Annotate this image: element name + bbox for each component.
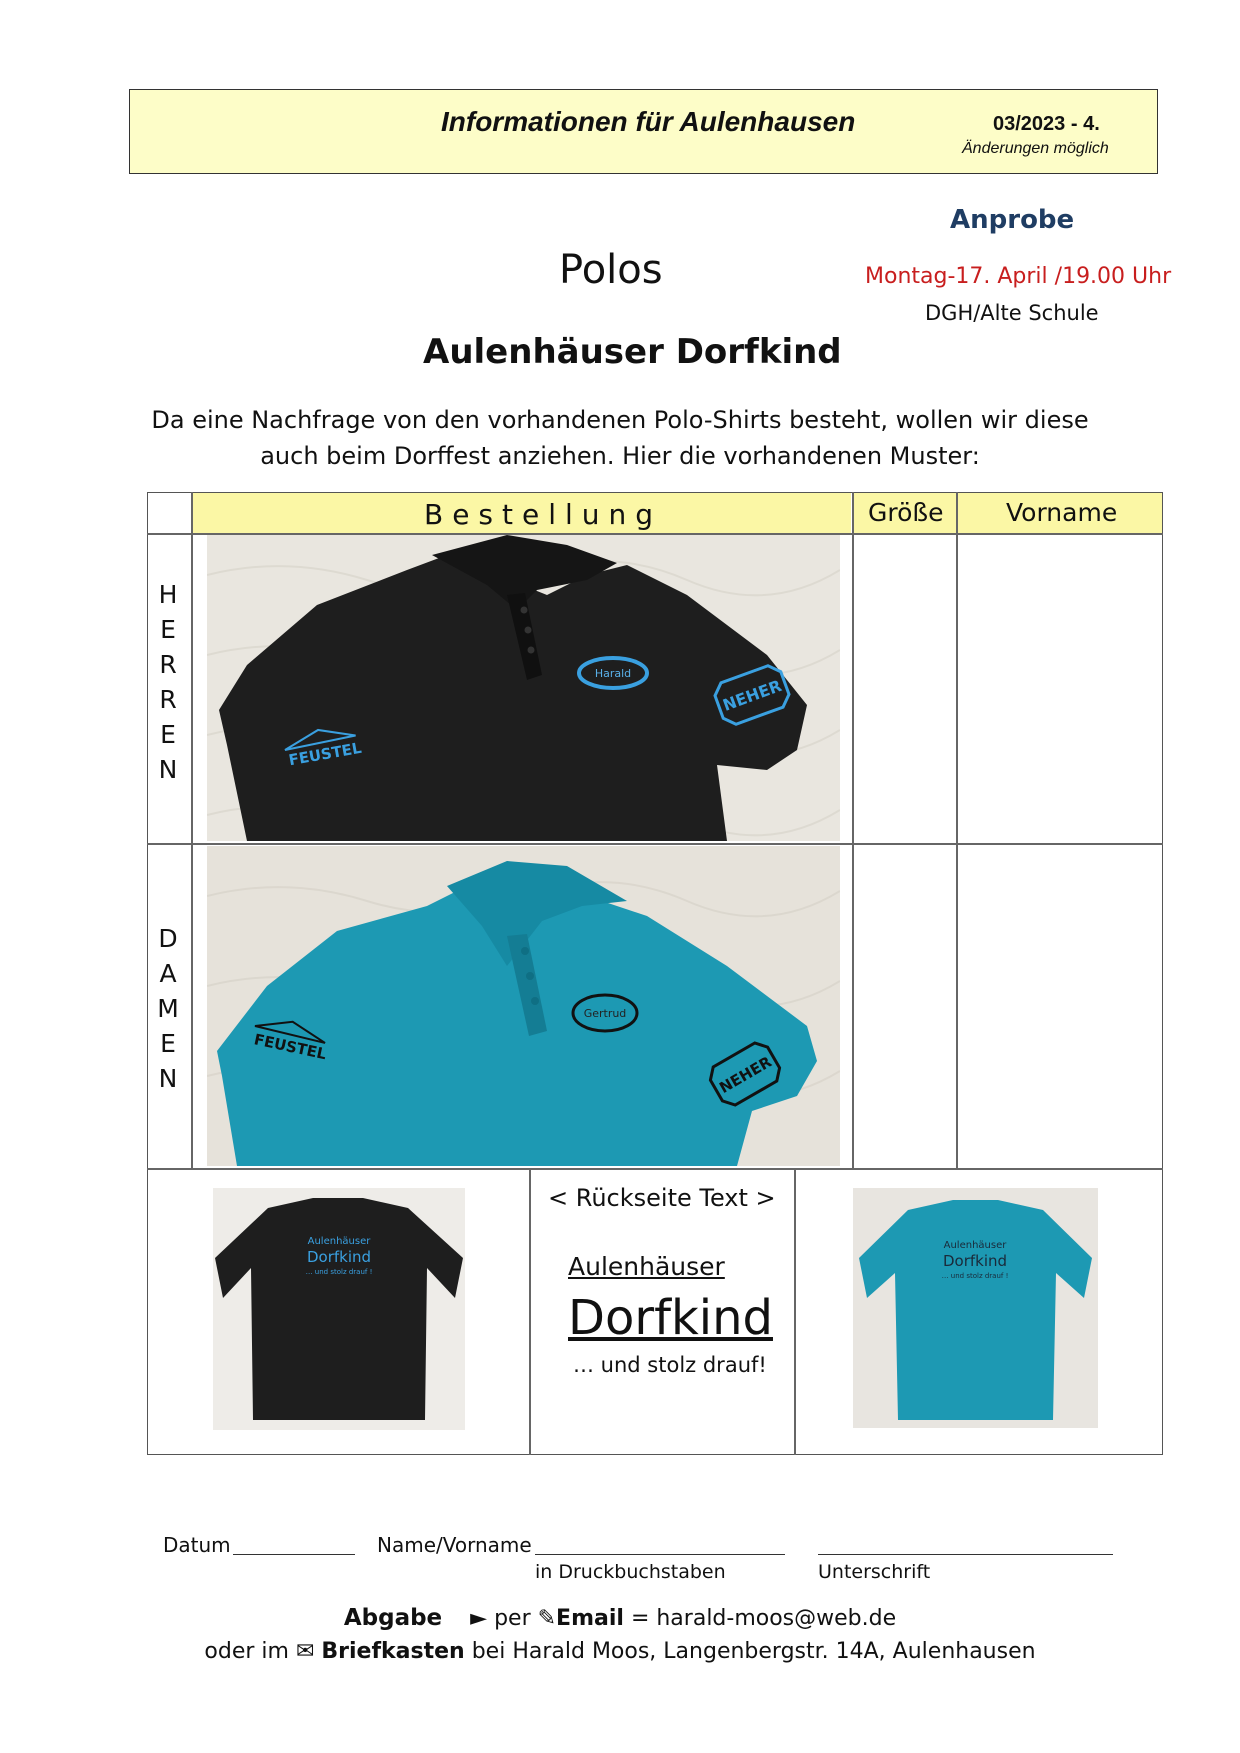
- back-text-line1: Aulenhäuser: [568, 1252, 725, 1281]
- men-back-print-line1: Aulenhäuser: [307, 1236, 371, 1247]
- photo-men-back: [213, 1188, 465, 1430]
- women-name-print: Gertrud: [583, 1007, 627, 1020]
- back-text-line2: Dorfkind: [568, 1290, 773, 1346]
- column-header-size: Größe: [868, 498, 944, 527]
- men-right-sleeve-print: NEHER: [720, 676, 785, 715]
- table-rule: [147, 1168, 1163, 1170]
- arrow-right-icon: ►: [470, 1606, 488, 1631]
- email-address[interactable]: = harald-moos@web.de: [630, 1606, 897, 1631]
- column-header-order: Bestellung: [424, 498, 663, 531]
- mailbox-prefix: oder im: [204, 1639, 289, 1664]
- fitting-place: DGH/Alte Schule: [925, 301, 1099, 325]
- date-field[interactable]: [233, 1554, 355, 1555]
- date-label: Datum: [163, 1533, 231, 1557]
- fitting-date: Montag-17. April /19.00 Uhr: [865, 264, 1172, 289]
- table-rule: [956, 492, 958, 1168]
- submission-line: [0, 1605, 1240, 1631]
- table-rule: [529, 1168, 531, 1455]
- men-name-print: Harald: [594, 667, 632, 680]
- men-left-sleeve-print: FEUSTEL: [287, 738, 363, 770]
- column-header-firstname: Vorname: [1006, 498, 1118, 527]
- photo-men-polo: [207, 535, 840, 841]
- photo-women-back: [853, 1188, 1098, 1428]
- women-right-sleeve-print: NEHER: [716, 1052, 775, 1097]
- name-field[interactable]: [535, 1554, 785, 1555]
- mailbox-line: [0, 1639, 1240, 1664]
- signature-field[interactable]: [818, 1554, 1113, 1555]
- back-text-heading: < Rückseite Text >: [548, 1184, 776, 1212]
- men-back-print-line2: Dorfkind: [306, 1248, 372, 1266]
- intro-line-2: auch beim Dorffest anziehen. Hier die vorhandenen Muster:: [260, 442, 980, 470]
- women-left-sleeve-print: FEUSTEL: [252, 1030, 329, 1064]
- back-text-line3: … und stolz drauf!: [573, 1353, 767, 1377]
- subtitle: Aulenhäuser Dorfkind: [423, 332, 842, 372]
- women-back-print-line2: Dorfkind: [942, 1252, 1008, 1270]
- table-rule: [191, 492, 193, 1168]
- changes-note: Änderungen möglich: [962, 140, 1109, 157]
- photo-women-polo: [207, 846, 840, 1166]
- issue-number: 03/2023 - 4.: [993, 113, 1100, 135]
- women-back-print-line3: … und stolz drauf !: [941, 1272, 1009, 1280]
- women-back-print-line1: Aulenhäuser: [943, 1240, 1007, 1251]
- mailbox-label: Briefkasten: [321, 1639, 465, 1664]
- caps-hint: in Druckbuchstaben: [535, 1561, 726, 1583]
- table-rule: [147, 843, 1163, 845]
- pen-icon: ✎: [537, 1606, 557, 1631]
- email-label: Email: [556, 1606, 624, 1631]
- submission-via: per: [494, 1606, 531, 1631]
- men-back-print-line3: … und stolz drauf !: [305, 1268, 373, 1276]
- signature-hint: Unterschrift: [818, 1561, 931, 1583]
- row-label-men: H E R R E N: [158, 580, 178, 784]
- submission-label: Abgabe: [343, 1605, 443, 1631]
- table-rule: [852, 492, 854, 1168]
- name-label: Name/Vorname: [377, 1533, 532, 1557]
- banner-title: Informationen für Aulenhausen: [441, 106, 856, 137]
- row-label-women: D A M E N: [157, 924, 179, 1093]
- page-title: Polos: [559, 247, 663, 293]
- intro-line-1: Da eine Nachfrage von den vorhandenen Polo-Shirts besteht, wollen wir diese: [151, 406, 1089, 434]
- table-rule: [794, 1168, 796, 1455]
- envelope-icon: ✉: [295, 1639, 315, 1664]
- mailbox-address: bei Harald Moos, Langenbergstr. 14A, Aulenhausen: [471, 1639, 1036, 1664]
- fitting-title: Anprobe: [950, 205, 1075, 235]
